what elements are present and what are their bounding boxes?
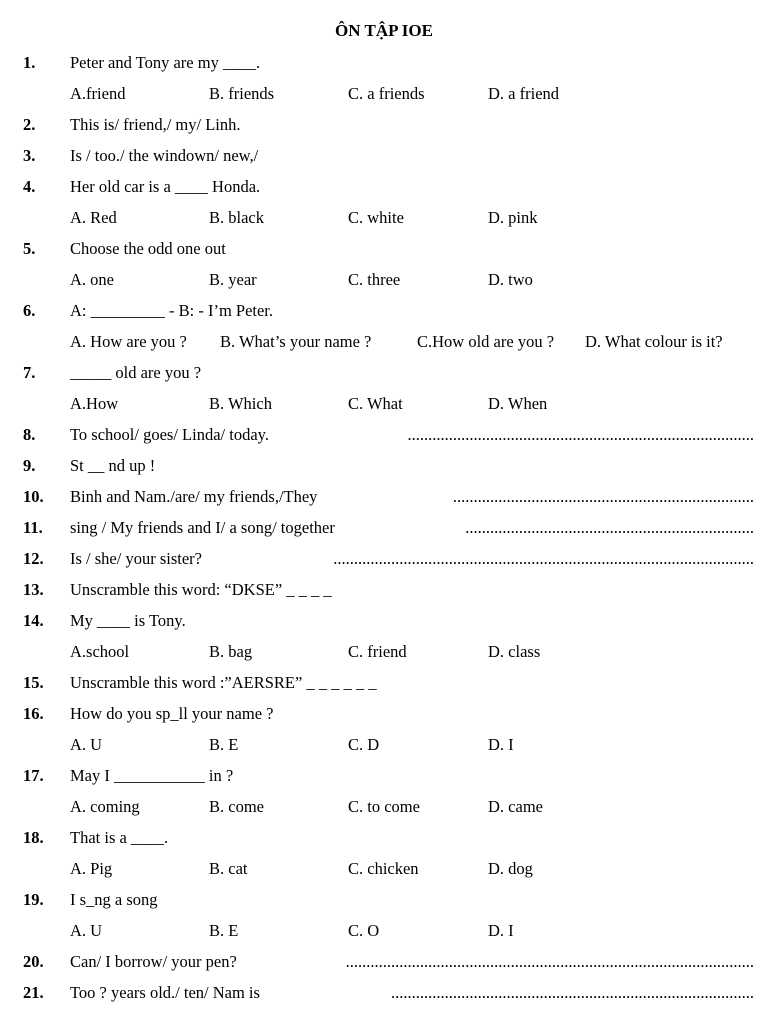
answer-option[interactable]: B. friends: [209, 84, 275, 103]
question-number: 20.: [23, 952, 44, 971]
question-text: Choose the odd one out: [70, 239, 226, 258]
question-number: 19.: [23, 890, 44, 909]
answer-option[interactable]: A. Pig: [70, 859, 113, 878]
question-text: Is / too./ the windown/ new,/: [70, 146, 259, 165]
options-row: [0, 796, 768, 818]
question-row: [0, 765, 768, 787]
question-text: Unscramble this word :”AERSRE” _ _ _ _ _ _: [70, 673, 377, 692]
question-number: 12.: [23, 549, 44, 568]
question-number: 1.: [23, 53, 36, 72]
answer-option[interactable]: D. What colour is it?: [585, 332, 723, 351]
question-row: [0, 579, 768, 601]
question-number: 10.: [23, 487, 44, 506]
answer-option[interactable]: B. come: [209, 797, 264, 816]
question-text: This is/ friend,/ my/ Linh.: [70, 115, 241, 134]
answer-blank-line[interactable]: ....................................................................................: [407, 425, 754, 444]
question-row: [0, 827, 768, 849]
question-text: _____ old are you ?: [70, 363, 202, 382]
question-number: 3.: [23, 146, 36, 165]
question-row: [0, 145, 768, 167]
answer-option[interactable]: D. class: [488, 642, 541, 661]
answer-option[interactable]: D. pink: [488, 208, 538, 227]
question-number: 14.: [23, 611, 44, 630]
options-row: [0, 393, 768, 415]
question-number: 17.: [23, 766, 44, 785]
answer-blank-line[interactable]: ........................................................................................: [391, 983, 754, 1002]
answer-option[interactable]: A.How: [70, 394, 119, 413]
answer-option[interactable]: B. year: [209, 270, 257, 289]
answer-option[interactable]: B. Which: [209, 394, 272, 413]
options-row: [0, 734, 768, 756]
answer-option[interactable]: D. a friend: [488, 84, 560, 103]
question-text: Peter and Tony are my ____.: [70, 53, 261, 72]
question-text: I s_ng a song: [70, 890, 158, 909]
question-number: 8.: [23, 425, 36, 444]
question-number: 6.: [23, 301, 36, 320]
question-row: [0, 982, 768, 1004]
question-row: [0, 114, 768, 136]
answer-option[interactable]: A. U: [70, 735, 103, 754]
question-text: Can/ I borrow/ your pen?: [70, 952, 237, 971]
question-number: 13.: [23, 580, 44, 599]
page-title: ÔN TẬP IOE: [335, 21, 433, 40]
question-row: [0, 672, 768, 694]
question-text: A: _________ - B: - I’m Peter.: [70, 301, 274, 320]
answer-option[interactable]: D. I: [488, 735, 514, 754]
answer-option[interactable]: C. O: [348, 921, 380, 940]
question-text: St __ nd up !: [70, 456, 156, 475]
question-row: [0, 52, 768, 74]
question-row: [0, 424, 768, 446]
question-text: That is a ____.: [70, 828, 169, 847]
question-text: Her old car is a ____ Honda.: [70, 177, 261, 196]
answer-option[interactable]: A. U: [70, 921, 103, 940]
question-text: Is / she/ your sister?: [70, 549, 202, 568]
answer-blank-line[interactable]: ......................................................................: [465, 518, 754, 537]
question-number: 5.: [23, 239, 36, 258]
answer-option[interactable]: D. dog: [488, 859, 533, 878]
question-row: [0, 455, 768, 477]
answer-option[interactable]: C. What: [348, 394, 403, 413]
answer-option[interactable]: B. bag: [209, 642, 253, 661]
answer-blank-line[interactable]: ......................................................................................................: [333, 549, 754, 568]
answer-option[interactable]: A. coming: [70, 797, 140, 816]
question-row: [0, 951, 768, 973]
answer-option[interactable]: B. E: [209, 921, 239, 940]
options-row: [0, 331, 768, 353]
question-number: 9.: [23, 456, 36, 475]
options-row: [0, 641, 768, 663]
question-row: [0, 238, 768, 260]
answer-option[interactable]: C. white: [348, 208, 404, 227]
question-number: 15.: [23, 673, 44, 692]
answer-option[interactable]: D. I: [488, 921, 514, 940]
answer-option[interactable]: B. E: [209, 735, 239, 754]
question-text: May I ___________ in ?: [70, 766, 234, 785]
answer-option[interactable]: A.friend: [70, 84, 126, 103]
answer-option[interactable]: C. D: [348, 735, 380, 754]
question-number: 11.: [23, 518, 43, 537]
options-row: [0, 269, 768, 291]
options-row: [0, 858, 768, 880]
answer-option[interactable]: B. What’s your name ?: [220, 332, 372, 351]
question-row: [0, 486, 768, 508]
answer-option[interactable]: A.school: [70, 642, 130, 661]
question-row: [0, 300, 768, 322]
question-number: 4.: [23, 177, 36, 196]
answer-option[interactable]: A. one: [70, 270, 114, 289]
question-text: My ____ is Tony.: [70, 611, 186, 630]
answer-option[interactable]: C. friend: [348, 642, 407, 661]
answer-option[interactable]: D. two: [488, 270, 533, 289]
answer-blank-line[interactable]: .........................................................................: [452, 487, 754, 506]
answer-option[interactable]: D. came: [488, 797, 543, 816]
question-number: 16.: [23, 704, 44, 723]
answer-option[interactable]: C. three: [348, 270, 401, 289]
options-row: [0, 920, 768, 942]
answer-option[interactable]: A. How are you ?: [70, 332, 187, 351]
question-row: [0, 176, 768, 198]
question-number: 7.: [23, 363, 36, 382]
question-row: [0, 610, 768, 632]
answer-option[interactable]: B. cat: [209, 859, 248, 878]
question-row: [0, 548, 768, 570]
answer-option[interactable]: B. black: [209, 208, 264, 227]
question-text: Too ? years old./ ten/ Nam is: [70, 983, 260, 1002]
question-number: 21.: [23, 983, 44, 1002]
question-row: [0, 362, 768, 384]
question-row: [0, 703, 768, 725]
question-text: To school/ goes/ Linda/ today.: [70, 425, 269, 444]
question-number: 2.: [23, 115, 36, 134]
question-number: 18.: [23, 828, 44, 847]
question-row: [0, 889, 768, 911]
answer-option[interactable]: C. to come: [348, 797, 420, 816]
question-text: sing / My friends and I/ a song/ together: [70, 518, 335, 537]
question-text: Binh and Nam./are/ my friends,/They: [70, 487, 318, 506]
answer-blank-line[interactable]: ...................................................................................................: [345, 952, 754, 971]
answer-option[interactable]: C. chicken: [348, 859, 419, 878]
answer-option[interactable]: C. a friends: [348, 84, 425, 103]
options-row: [0, 83, 768, 105]
answer-option[interactable]: C.How old are you ?: [417, 332, 555, 351]
question-text: Unscramble this word: “DKSE” _ _ _ _: [70, 580, 332, 599]
answer-option[interactable]: D. When: [488, 394, 548, 413]
answer-option[interactable]: A. Red: [70, 208, 117, 227]
options-row: [0, 207, 768, 229]
question-text: How do you sp_ll your name ?: [70, 704, 274, 723]
question-row: [0, 517, 768, 539]
